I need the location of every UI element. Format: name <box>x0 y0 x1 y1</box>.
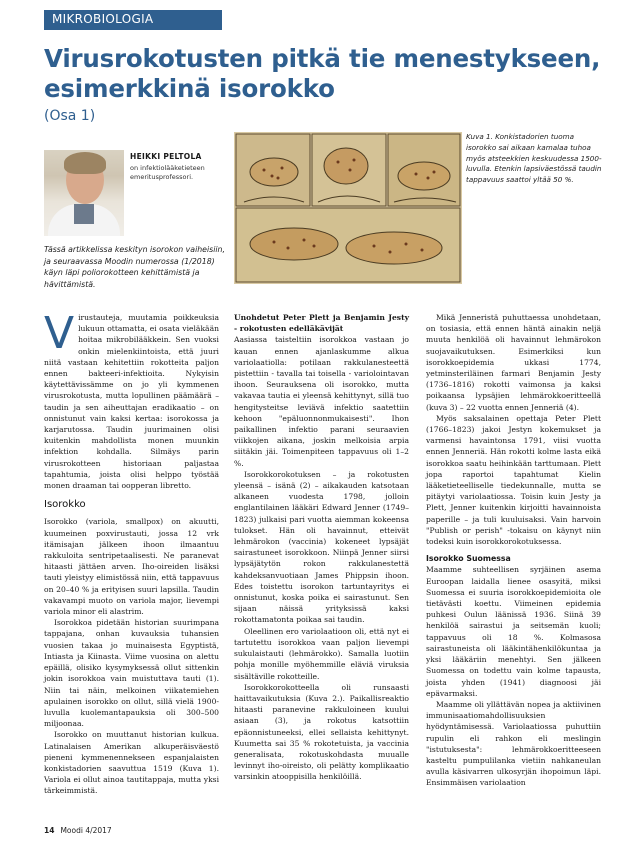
text-column-2 <box>234 312 409 783</box>
paragraph: Oleellinen ero variolaatioon oli, että nyt ei tartutettu isorokkoa vaan paljon lievempi sukulaistauti (lehmärokko). Samalla luotiin pohja monille myöhemmille eläviä viruksia sisältäville rokotteille. <box>234 626 409 681</box>
section-label-bar <box>44 10 222 30</box>
paragraph: Isorokkorokotuksen – ja rokotusten yleensä – isänä (2) – aikakauden katsotaan alkaneen vuodesta 1798, jolloin englantilainen lääkäri Edward Jenner (1749–1823) julkaisi pari vuotta aiemman kokeensa tulokset. Hän oli havainnut, etteivät lehmärokon (vaccinia) kokeneet lypsäjät sairastuneet isorokkoon. Niinpä Jenner siirsi lypsäjätytön rokon rakkulanestettä kahdeksanvuotiaan James Phippsin ihoon. Edes toistettu isorokon tartuntayritys ei onnistunut, koska poika ei sairastunut. Sen sijaan näissä yrityksissä kaksi rokottamatonta poikaa sai taudin. <box>234 469 409 625</box>
page-number: 14 <box>44 826 55 835</box>
page-footer <box>44 826 112 835</box>
paragraph: Mikä Jenneristä puhuttaessa unohdetaan, on tosiasia, että ennen häntä ainakin neljä muuta henkilöä oli havainnut lehmärokon suojavaikutuksen. Esimerkiksi kun isorokkoepidemia ukkasi 1774, yetminsteriläinen farmari Benjamin Jesty (1736–1816) rokotti vaimonsa ja kaksi poikaansa lypsäjien lehmärokkoeritteellä (kuva 3) – 22 vuotta ennen Jenneriä (4). <box>426 313 601 412</box>
author-title: on infektiolääketieteen emeritusprofessori. <box>130 164 205 181</box>
article-subtitle: (Osa 1) <box>44 108 96 124</box>
article-title: Virusrokotusten pitkä tie menestykseen, esimerkkinä isorokko <box>44 44 601 103</box>
paragraph: Isorokkorokotteella oli runsaasti haittavaikutuksia (Kuva 2.). Paikallisreaktio hitaasti paranevine rakkuloineen kuului asiaan (3), ja rokotus katsottiin epäonnistuneeksi, ellei sellaista kehittynyt. Kuumetta sai 35 % rokotetuista, ja vaccinia generalisata, rokotuskohdasta muualle levinnyt iho-oireisto, oli pelätty komplikaatio varsinkin atooppisilla henkilöillä. <box>234 682 409 782</box>
paragraph: Isorokkoa pidetään historian suurimpana tappajana, onhan kuvauksia tuhansien vuosien takaa jo muinaisesta Egyptistä, Intiasta ja Kiinasta. Viime vuosina on alettu epäillä, olisiko kysymyksessä ollut sittenkin jokin isorokkoa vain muistuttava tauti (1). Niin tai näin, melkoinen viikatemiehen apulainen isorokko on ollut, sillä vielä 1900-luvulla kuolemantapauksia oli 300–500 miljoonaa. <box>44 618 219 729</box>
paragraph: Aasiassa taisteltiin isorokkoa vastaan jo kauan ennen ajanlaskumme alkua variolaatiolla: potilaan rakkulanesteettä pistettiin - tavalla tai toisella - variolointavan ihoon. Seurauksena oli isorokko, mutta vakavaa tautia ei yleensä kehittynyt, sillä tuo hengitysteitse leviävä infektio saatettiin kehoon "epäluonnonmukaisesti". Ihon paikallinen infektio parani seuraavien viikkojen aikana, joskin melkoisia arpia siitäkin jäi. Toimenpiteen tappavuus oli 1–2 %. <box>234 335 409 468</box>
text-column-1 <box>44 308 219 797</box>
section-heading: Isorokko Suomessa <box>426 554 511 564</box>
section-heading: Isorokko <box>44 499 86 511</box>
paragraph: Isorokko (variola, smallpox) on akuutti, kuumeinen poxvirustauti, jossa 12 vrk itämisajan jälkeen ihoon ilmaantuu rakkuloita sentripetaalisesti. Ne paranevat hitaasti jättäen arven. Iho-oireiden lisäksi tauti yleistyy elimistössä niin, että tappavuus on 20–40 % ja erityisen suuri lapsilla. Taudin vakavampi muoto on variola major, lievempi variola minor eli alastrim. <box>44 517 219 617</box>
article-intro: Tässä artikkelissa keskityn isorokon vaiheisiin, ja seuraavassa Moodin numerossa (1/2018) käyn läpi poliorokotteen kehittämistä ja hävittämistä. <box>44 245 225 289</box>
author-photo <box>44 150 124 236</box>
issue-label: Moodi 4/2017 <box>60 826 112 835</box>
aztec-smallpox-illustration <box>234 132 462 284</box>
figure-caption: Kuva 1. Konkistadorien tuoma isorokko sai aikaan kamalaa tuhoa myös atsteekkien keskuudessa 1500-luvulla. Etenkin lapsiväestössä taudin tappavuus saattoi yltää 50 %. <box>466 132 602 185</box>
paragraph: irustauteja, muutamia poikkeuksia lukuun ottamatta, ei osata vieläkään hoitaa mikrobilääkkein. Sen vuoksi onkin mielenkiintoista, että juuri niitä vastaan kehitettiin rokotteita paljon ennen bakteeri-infektioita. Nykyisin käytettävissämme on jo yli kymmenen virusrokotusta, mutta lopullinen päämäärä – taudin ja sen aiheuttajan eradikaatio – on onnistunut vain kaksi kertaa: isorokossa ja karjarutossa. Taudin juurimainen olisi kuitenkin mahdollista monen muunkin infektion kohdalla. Silmäys parin virusrokotteen historiaan paljastaa tapahtumia, joista olisi helppo työstää monen draaman tai oopperan libretto. <box>44 313 219 491</box>
author-name: HEIKKI PELTOLA <box>130 152 202 161</box>
text-column-3 <box>426 312 601 789</box>
codex-illustration-icon <box>234 132 462 284</box>
section-heading: Unohdetut Peter Plett ja Benjamin Jesty - rokotusten edelläkävijät <box>234 313 409 334</box>
paragraph: Myös saksalainen opettaja Peter Plett (1766–1823) jakoi Jestyn kokemukset ja varmensi havaintonsa 1791, viisi vuotta ennen Jenneriä. Hän rokotti kolme lasta eikä isorokkoa saatu heihinkään tarttumaan. Plett jopa raportoi tapahtumat Kielin lääketieteelliselle tiedekunnalle, mutta se pitäytyi variolaatiossa. Toisin kuin Jesty ja Plett, Jenner kuitenkin kirjoitti havainnoista paperille – ja tuli kuuluisaksi. Vain harvoin "Publish or perish" -tokaisu on käynyt niin todeksi kuin isorokkorokotuksessa. <box>426 413 601 547</box>
section-label: MIKROBIOLOGIA <box>52 12 154 26</box>
paragraph: Isorokko on muuttanut historian kulkua. Latinalaisen Amerikan alkuperäisväestö pieneni kymmenennekseen espanjalaisten konkistadorien saavuttua 1519 (Kuva 1). Variola ei ollut ainoa tautitappaja, mutta yksi tärkeimmistä. <box>44 730 219 796</box>
paragraph: Maamme suhteellisen syrjäinen asema Euroopan laidalla lienee osasyitä, miksi Suomessa ei suuria isorokkoepidemioita ole tietävästi koettu. Viimeinen epidemia puhkesi Oulun läänissä 1936. Siinä 39 henkilöä sairastui ja seitsemän kuoli; tappavuus oli 18 %. Kolmasosa sairastuneista oli lääkintähenkilökuntaa ja yksi lääkäriin menehtyi. Sen jälkeen Suomessa on todettu vain kolme tapausta, joista yhden (1941) diagnoosi jäi epävarmaksi. <box>426 565 601 698</box>
drop-cap: V <box>44 308 75 359</box>
paragraph: Maamme oli yllättävän nopea ja aktiivinen immunisaatiomahdollisuuksien hyödyntämisessä. Variolaatiossa puhuttiin rupulin eli rahkon eli meslingin "istutuksesta": lehmärokkoeritteeseen kasteltu pumpulilanka vietiin nahkaneulan avulla käsivarren ulkosyrjän ihopoimun läpi. Ensimmäisen variolaation <box>426 699 601 788</box>
